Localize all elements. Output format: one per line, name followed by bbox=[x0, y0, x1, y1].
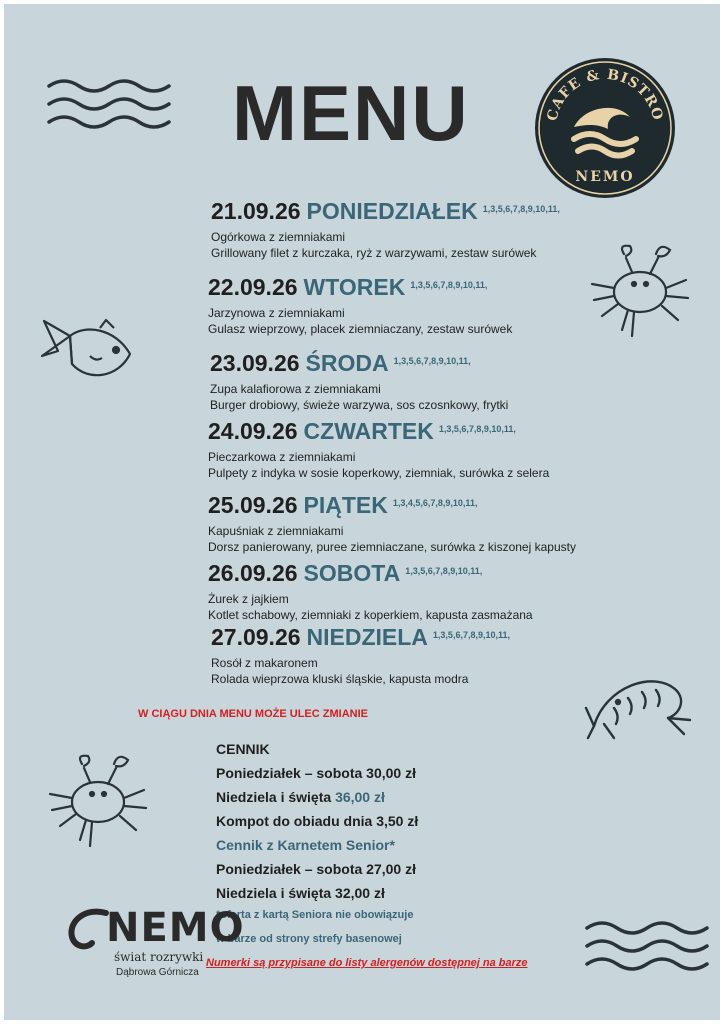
day-main-course: Dorsz panierowany, puree ziemniaczane, surówka z kiszonej kapusty bbox=[208, 540, 576, 554]
day-block bbox=[211, 626, 724, 687]
senior-sunday: Niedziela i święta 32,00 zł bbox=[216, 885, 385, 901]
day-soup: Żurek z jajkiem bbox=[208, 592, 289, 606]
brand-name: NEMO bbox=[106, 905, 245, 951]
price-sunday-value: 36,00 zł bbox=[335, 789, 385, 805]
waves-icon bbox=[44, 76, 179, 134]
day-date: 24.09.26 bbox=[208, 418, 298, 444]
day-block bbox=[208, 562, 724, 623]
day-name: SOBOTA bbox=[303, 560, 401, 586]
senior-note: *oferta z kartą Seniora nie obowiązuje bbox=[216, 909, 414, 921]
day-heading bbox=[208, 494, 724, 517]
day-date: 21.09.26 bbox=[211, 198, 301, 224]
price-sunday-label: Niedziela i święta bbox=[216, 789, 336, 805]
nemo-brand-logo bbox=[66, 905, 245, 985]
day-date: 26.09.26 bbox=[208, 560, 298, 586]
svg-text:CAFE & BISTRO: CAFE & BISTRO bbox=[544, 66, 666, 123]
day-main-course: Gulasz wieprzowy, placek ziemniaczany, zestaw surówek bbox=[208, 322, 513, 336]
senior-note-2: w barze od strony strefy basenowej bbox=[216, 933, 402, 945]
day-heading bbox=[208, 420, 724, 443]
day-heading bbox=[208, 562, 724, 585]
day-soup: Pieczarkowa z ziemniakami bbox=[208, 450, 356, 464]
day-heading bbox=[208, 276, 724, 299]
day-block bbox=[208, 276, 724, 337]
brand-location: Dąbrowa Górnicza bbox=[116, 967, 199, 978]
day-block bbox=[208, 420, 724, 481]
day-allergens: 1,3,5,6,7,8,9,10,11, bbox=[438, 424, 516, 434]
day-allergens: 1,3,5,6,7,8,9,10,11, bbox=[482, 204, 560, 214]
day-date: 23.09.26 bbox=[210, 350, 300, 376]
day-main-course: Grillowany filet z kurczaka, ryż z warzywami, zestaw surówek bbox=[211, 246, 537, 260]
day-soup: Rosół z makaronem bbox=[211, 656, 318, 670]
day-name: PONIEDZIAŁEK bbox=[306, 198, 478, 224]
day-heading bbox=[211, 626, 724, 649]
senior-heading: Cennik z Karnetem Senior* bbox=[216, 837, 395, 853]
day-main-course: Rolada wieprzowa kluski śląskie, kapusta modra bbox=[211, 672, 469, 686]
day-allergens: 1,3,5,6,7,8,9,10,11, bbox=[432, 630, 510, 640]
day-heading bbox=[210, 352, 724, 375]
price-heading: CENNIK bbox=[216, 741, 270, 757]
day-date: 27.09.26 bbox=[211, 624, 301, 650]
day-soup: Jarzynowa z ziemniakami bbox=[208, 306, 345, 320]
menu-change-notice: W CIĄGU DNIA MENU MOŻE ULEC ZMIANIE bbox=[138, 708, 368, 720]
day-block bbox=[211, 200, 724, 261]
brand-subtitle: świat rozrywki bbox=[114, 950, 204, 964]
day-name: ŚRODA bbox=[305, 350, 389, 376]
day-soup: Kapuśniak z ziemniakami bbox=[208, 524, 344, 538]
day-main-course: Pulpety z indyka w sosie koperkowy, ziemniak, surówka z selera bbox=[208, 466, 550, 480]
allergen-footnote: Numerki są przypisane do listy alergenów dostępnej na barze bbox=[206, 957, 528, 969]
day-heading bbox=[211, 200, 724, 223]
day-allergens: 1,3,4,5,6,7,8,9,10,11, bbox=[392, 498, 478, 508]
price-weekday: Poniedziałek – sobota 30,00 zł bbox=[216, 765, 416, 781]
day-soup: Ogórkowa z ziemniakami bbox=[211, 230, 346, 244]
svg-text:NEMO: NEMO bbox=[575, 169, 635, 185]
day-date: 25.09.26 bbox=[208, 492, 298, 518]
day-date: 22.09.26 bbox=[208, 274, 298, 300]
day-allergens: 1,3,5,6,7,8,9,10,11, bbox=[405, 566, 483, 576]
cafe-logo bbox=[534, 57, 676, 199]
senior-weekday: Poniedziałek – sobota 27,00 zł bbox=[216, 861, 416, 877]
fish-icon bbox=[40, 306, 136, 382]
day-allergens: 1,3,5,6,7,8,9,10,11, bbox=[393, 356, 471, 366]
brand-swirl-icon bbox=[66, 907, 110, 951]
day-name: WTOREK bbox=[303, 274, 406, 300]
day-block bbox=[210, 352, 724, 413]
day-main-course: Kotlet schabowy, ziemniaki z koperkiem, kapusta zasmażana bbox=[208, 608, 533, 622]
day-name: CZWARTEK bbox=[303, 418, 434, 444]
day-soup: Zupa kalafiorowa z ziemniakami bbox=[210, 382, 381, 396]
day-name: PIĄTEK bbox=[303, 492, 388, 518]
price-sunday bbox=[216, 789, 385, 805]
day-name: NIEDZIELA bbox=[306, 624, 428, 650]
price-compote: Kompot do obiadu dnia 3,50 zł bbox=[216, 813, 419, 829]
page-title: MENU bbox=[232, 69, 470, 157]
day-allergens: 1,3,5,6,7,8,9,10,11, bbox=[410, 280, 488, 290]
day-main-course: Burger drobiowy, świeże warzywa, sos czosnkowy, frytki bbox=[210, 398, 509, 412]
waves-icon bbox=[582, 918, 722, 976]
day-block bbox=[208, 494, 724, 555]
crab-icon bbox=[42, 750, 152, 850]
